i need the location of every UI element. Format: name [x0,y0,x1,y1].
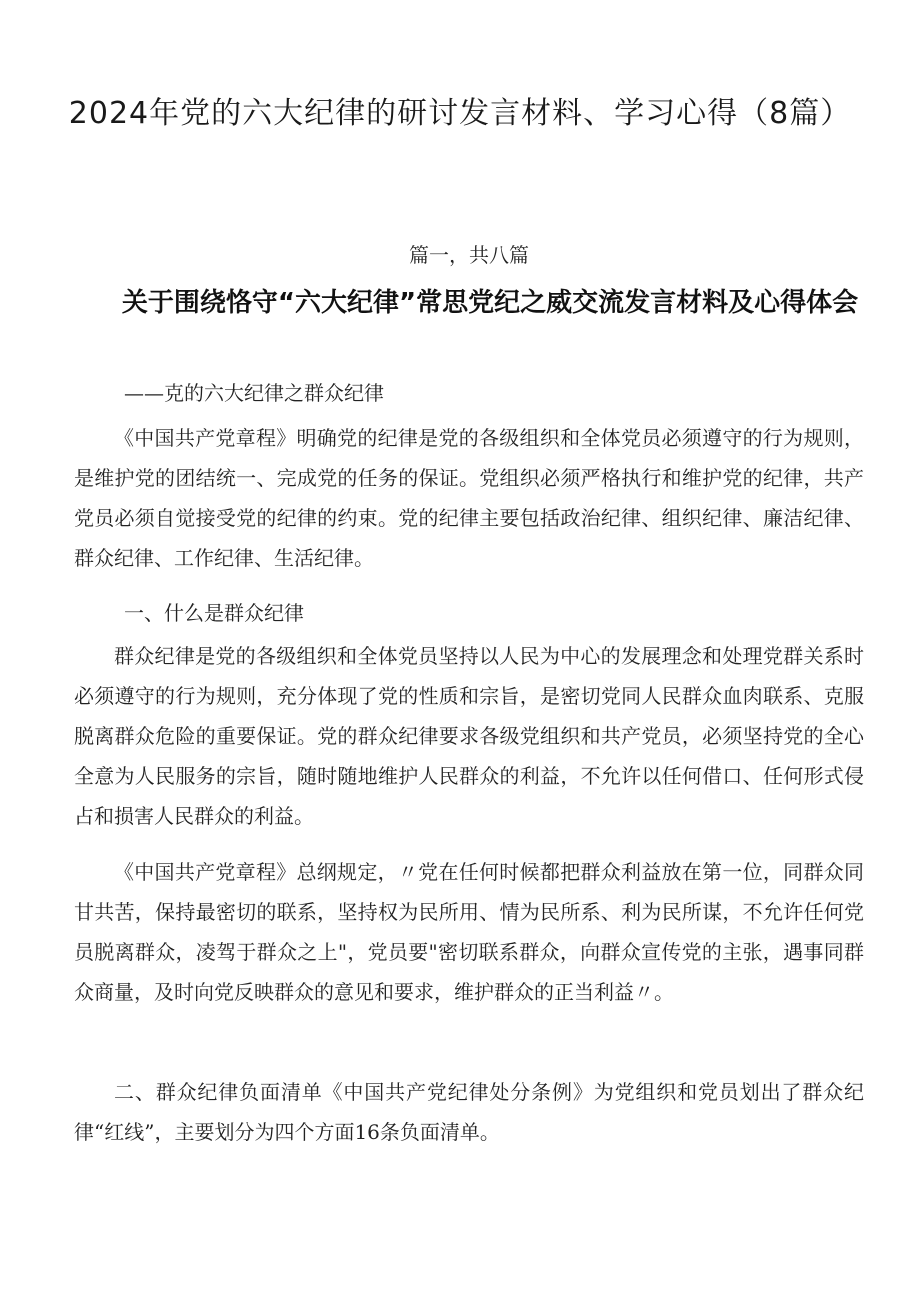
document-title: 2024年党的六大纪律的研讨发言材料、学习心得（8篇） [68,96,852,131]
paragraph-definition: 群众纪律是党的各级组织和全体党员坚持以人民为中心的发展理念和处理党群关系时必须遵守的行为规则，充分体现了党的性质和宗旨，是密切党同人民群众血肉联系、克服脱离群众危险的重要保证。党的群众纪律要求各级党组织和共产党员，必须坚持党的全心全意为人民服务的宗旨，随时随地维护人民群众的利益，不允许以任何借口、任何形式侵占和损害人民群众的利益。 [74,644,864,828]
section-heading-what-is-mass-discipline: 一、什么是群众纪律 [124,601,304,625]
part-label: 篇一，共八篇 [409,243,529,267]
article-subtitle: ——克的六大纪律之群众纪律 [124,381,384,405]
paragraph-negative-list: 二、群众纪律负面清单《中国共产党纪律处分条例》为党组织和党员划出了群众纪律“红线”，主要划分为四个方面16条负面清单。 [74,1080,864,1144]
paragraph-intro: 《中国共产党章程》明确党的纪律是党的各级组织和全体党员必须遵守的行为规则，是维护党的团结统一、完成党的任务的保证。党组织必须严格执行和维护党的纪律，共产党员必须自觉接受党的纪律的约束。党的纪律主要包括政治纪律、组织纪律、廉洁纪律、群众纪律、工作纪律、生活纪律。 [74,426,864,570]
article-title: 关于围绕恪守“六大纪律”常思党纪之威交流发言材料及心得体会 [121,288,859,318]
paragraph-constitution-quote: 《中国共产党章程》总纲规定，〃党在任何时候都把群众利益放在第一位，同群众同甘共苦，保持最密切的联系，坚持权为民所用、情为民所系、利为民所谋，不允许任何党员脱离群众，凌驾于群众之上"，党员要"密切联系群众，向群众宣传党的主张，遇事同群众商量，及时向党反映群众的意见和要求，维护群众的正当利益〃。 [74,860,864,1004]
